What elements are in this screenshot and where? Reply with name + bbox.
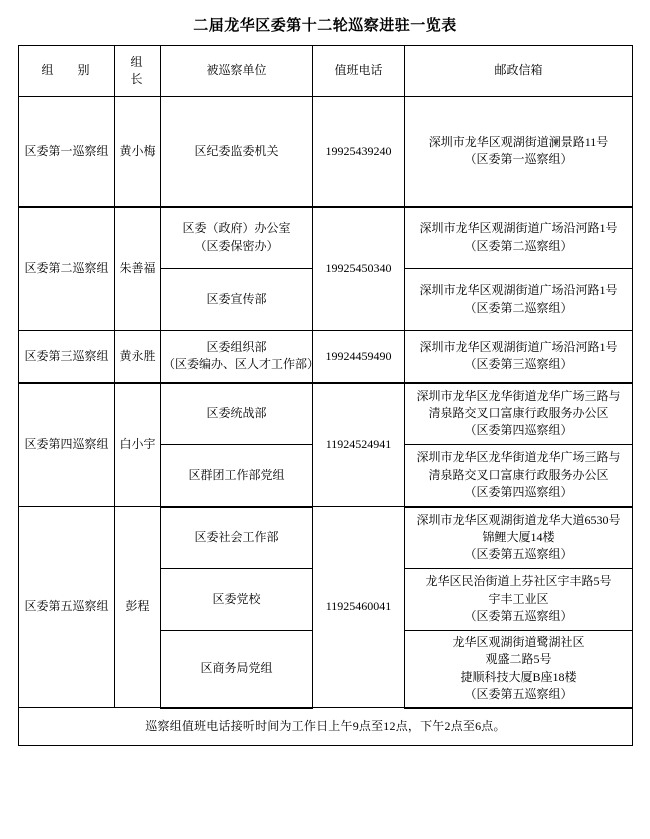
mail-address [405, 631, 633, 708]
group-leader: 白小宇 [115, 383, 161, 507]
unit-line: 区委（政府）办公室 [182, 221, 291, 236]
header-group: 组 别 [19, 46, 115, 97]
mail-line: 深圳市龙华区观湖街道龙华大道6530号 [416, 512, 621, 527]
group-leader: 黄永胜 [115, 331, 161, 383]
duty-phone: 19925450340 [313, 207, 405, 331]
header-unit: 被巡察单位 [161, 46, 313, 97]
unit-line: 区委党校 [212, 591, 261, 606]
mail-line: （区委第五巡察组） [464, 687, 573, 702]
unit-line: 区纪委监委机关 [194, 143, 279, 158]
header-leader: 组 长 [115, 46, 161, 97]
mail-address [405, 97, 633, 207]
mail-address [405, 331, 633, 383]
mail-address [405, 507, 633, 569]
table-row [19, 207, 633, 269]
duty-phone: 11924524941 [313, 383, 405, 507]
mail-line: 深圳市龙华区观湖街道广场沿河路1号 [419, 221, 618, 236]
group-name: 区委第一巡察组 [19, 97, 115, 207]
inspected-unit [161, 331, 320, 383]
group-name: 区委第三巡察组 [19, 331, 115, 383]
group-leader: 黄小梅 [115, 97, 161, 207]
mail-line: 龙华区民治街道上芬社区宇丰路5号 [425, 574, 612, 589]
inspected-unit [161, 97, 313, 207]
mail-line: 观盛二路5号 [485, 652, 552, 667]
group-name: 区委第四巡察组 [19, 383, 115, 507]
mail-line: （区委第二巡察组） [464, 300, 573, 315]
group-name: 区委第二巡察组 [19, 207, 115, 331]
duty-phone: 19924459490 [313, 331, 405, 383]
mail-line: 深圳市龙华区观湖街道广场沿河路1号 [419, 283, 618, 298]
mail-line: （区委第三巡察组） [464, 357, 573, 372]
group-leader: 彭程 [115, 507, 161, 708]
table-row [19, 383, 633, 445]
inspected-unit [161, 445, 313, 507]
inspected-unit [161, 269, 313, 331]
table-row [19, 97, 633, 207]
unit-line: （区委保密办） [194, 238, 279, 253]
mail-address [405, 445, 633, 507]
unit-line: 区委社会工作部 [194, 530, 279, 545]
mail-line: 捷顺科技大厦B座18楼 [460, 669, 577, 684]
inspected-unit [161, 207, 313, 269]
footnote-text: 巡察组值班电话接听时间为工作日上午9点至12点，下午2点至6点。 [19, 708, 633, 746]
table-header-row [19, 46, 633, 97]
unit-line: 区群团工作部党组 [188, 467, 285, 482]
duty-phone: 11925460041 [313, 507, 405, 708]
mail-line: （区委第五巡察组） [464, 547, 573, 562]
mail-line: 深圳市龙华区龙华街道龙华广场三路与 [416, 450, 621, 465]
mail-line: 深圳市龙华区龙华街道龙华广场三路与 [416, 388, 621, 403]
header-phone: 值班电话 [313, 46, 405, 97]
inspected-unit [161, 507, 313, 569]
table-row [19, 331, 633, 383]
mail-address [405, 269, 633, 331]
mail-line: 深圳市龙华区观湖街道澜景路11号 [428, 134, 609, 149]
mail-line: 宇丰工业区 [488, 591, 549, 606]
duty-phone: 19925439240 [313, 97, 405, 207]
group-leader: 朱善福 [115, 207, 161, 331]
footnote-row [19, 708, 633, 746]
unit-line: 区委宣传部 [206, 291, 267, 306]
mail-address [405, 383, 633, 445]
header-mail: 邮政信箱 [405, 46, 633, 97]
mail-line: 锦鲤大厦14楼 [482, 530, 555, 545]
inspection-table [18, 45, 633, 746]
mail-line: （区委第五巡察组） [464, 609, 573, 624]
mail-line: 清泉路交叉口富康行政服务办公区 [428, 467, 609, 482]
mail-line: 深圳市龙华区观湖街道广场沿河路1号 [419, 339, 618, 354]
unit-line: （区委编办、区人才工作部） [163, 357, 320, 372]
page-title: 二届龙华区委第十二轮巡察进驻一览表 [193, 18, 457, 34]
unit-line: 区商务局党组 [200, 661, 273, 676]
mail-address [405, 569, 633, 631]
unit-line: 区委组织部 [206, 339, 267, 354]
table-row [19, 507, 633, 569]
inspected-unit [161, 383, 313, 445]
inspected-unit [161, 569, 313, 631]
mail-line: （区委第四巡察组） [464, 423, 573, 438]
mail-line: （区委第四巡察组） [464, 484, 573, 499]
group-name: 区委第五巡察组 [19, 507, 115, 708]
inspected-unit [161, 631, 313, 708]
mail-line: （区委第一巡察组） [464, 152, 573, 167]
mail-line: （区委第二巡察组） [464, 238, 573, 253]
mail-line: 清泉路交叉口富康行政服务办公区 [428, 406, 609, 421]
unit-line: 区委统战部 [206, 406, 267, 421]
mail-line: 龙华区观湖街道鹭湖社区 [452, 635, 585, 649]
mail-address [405, 207, 633, 269]
